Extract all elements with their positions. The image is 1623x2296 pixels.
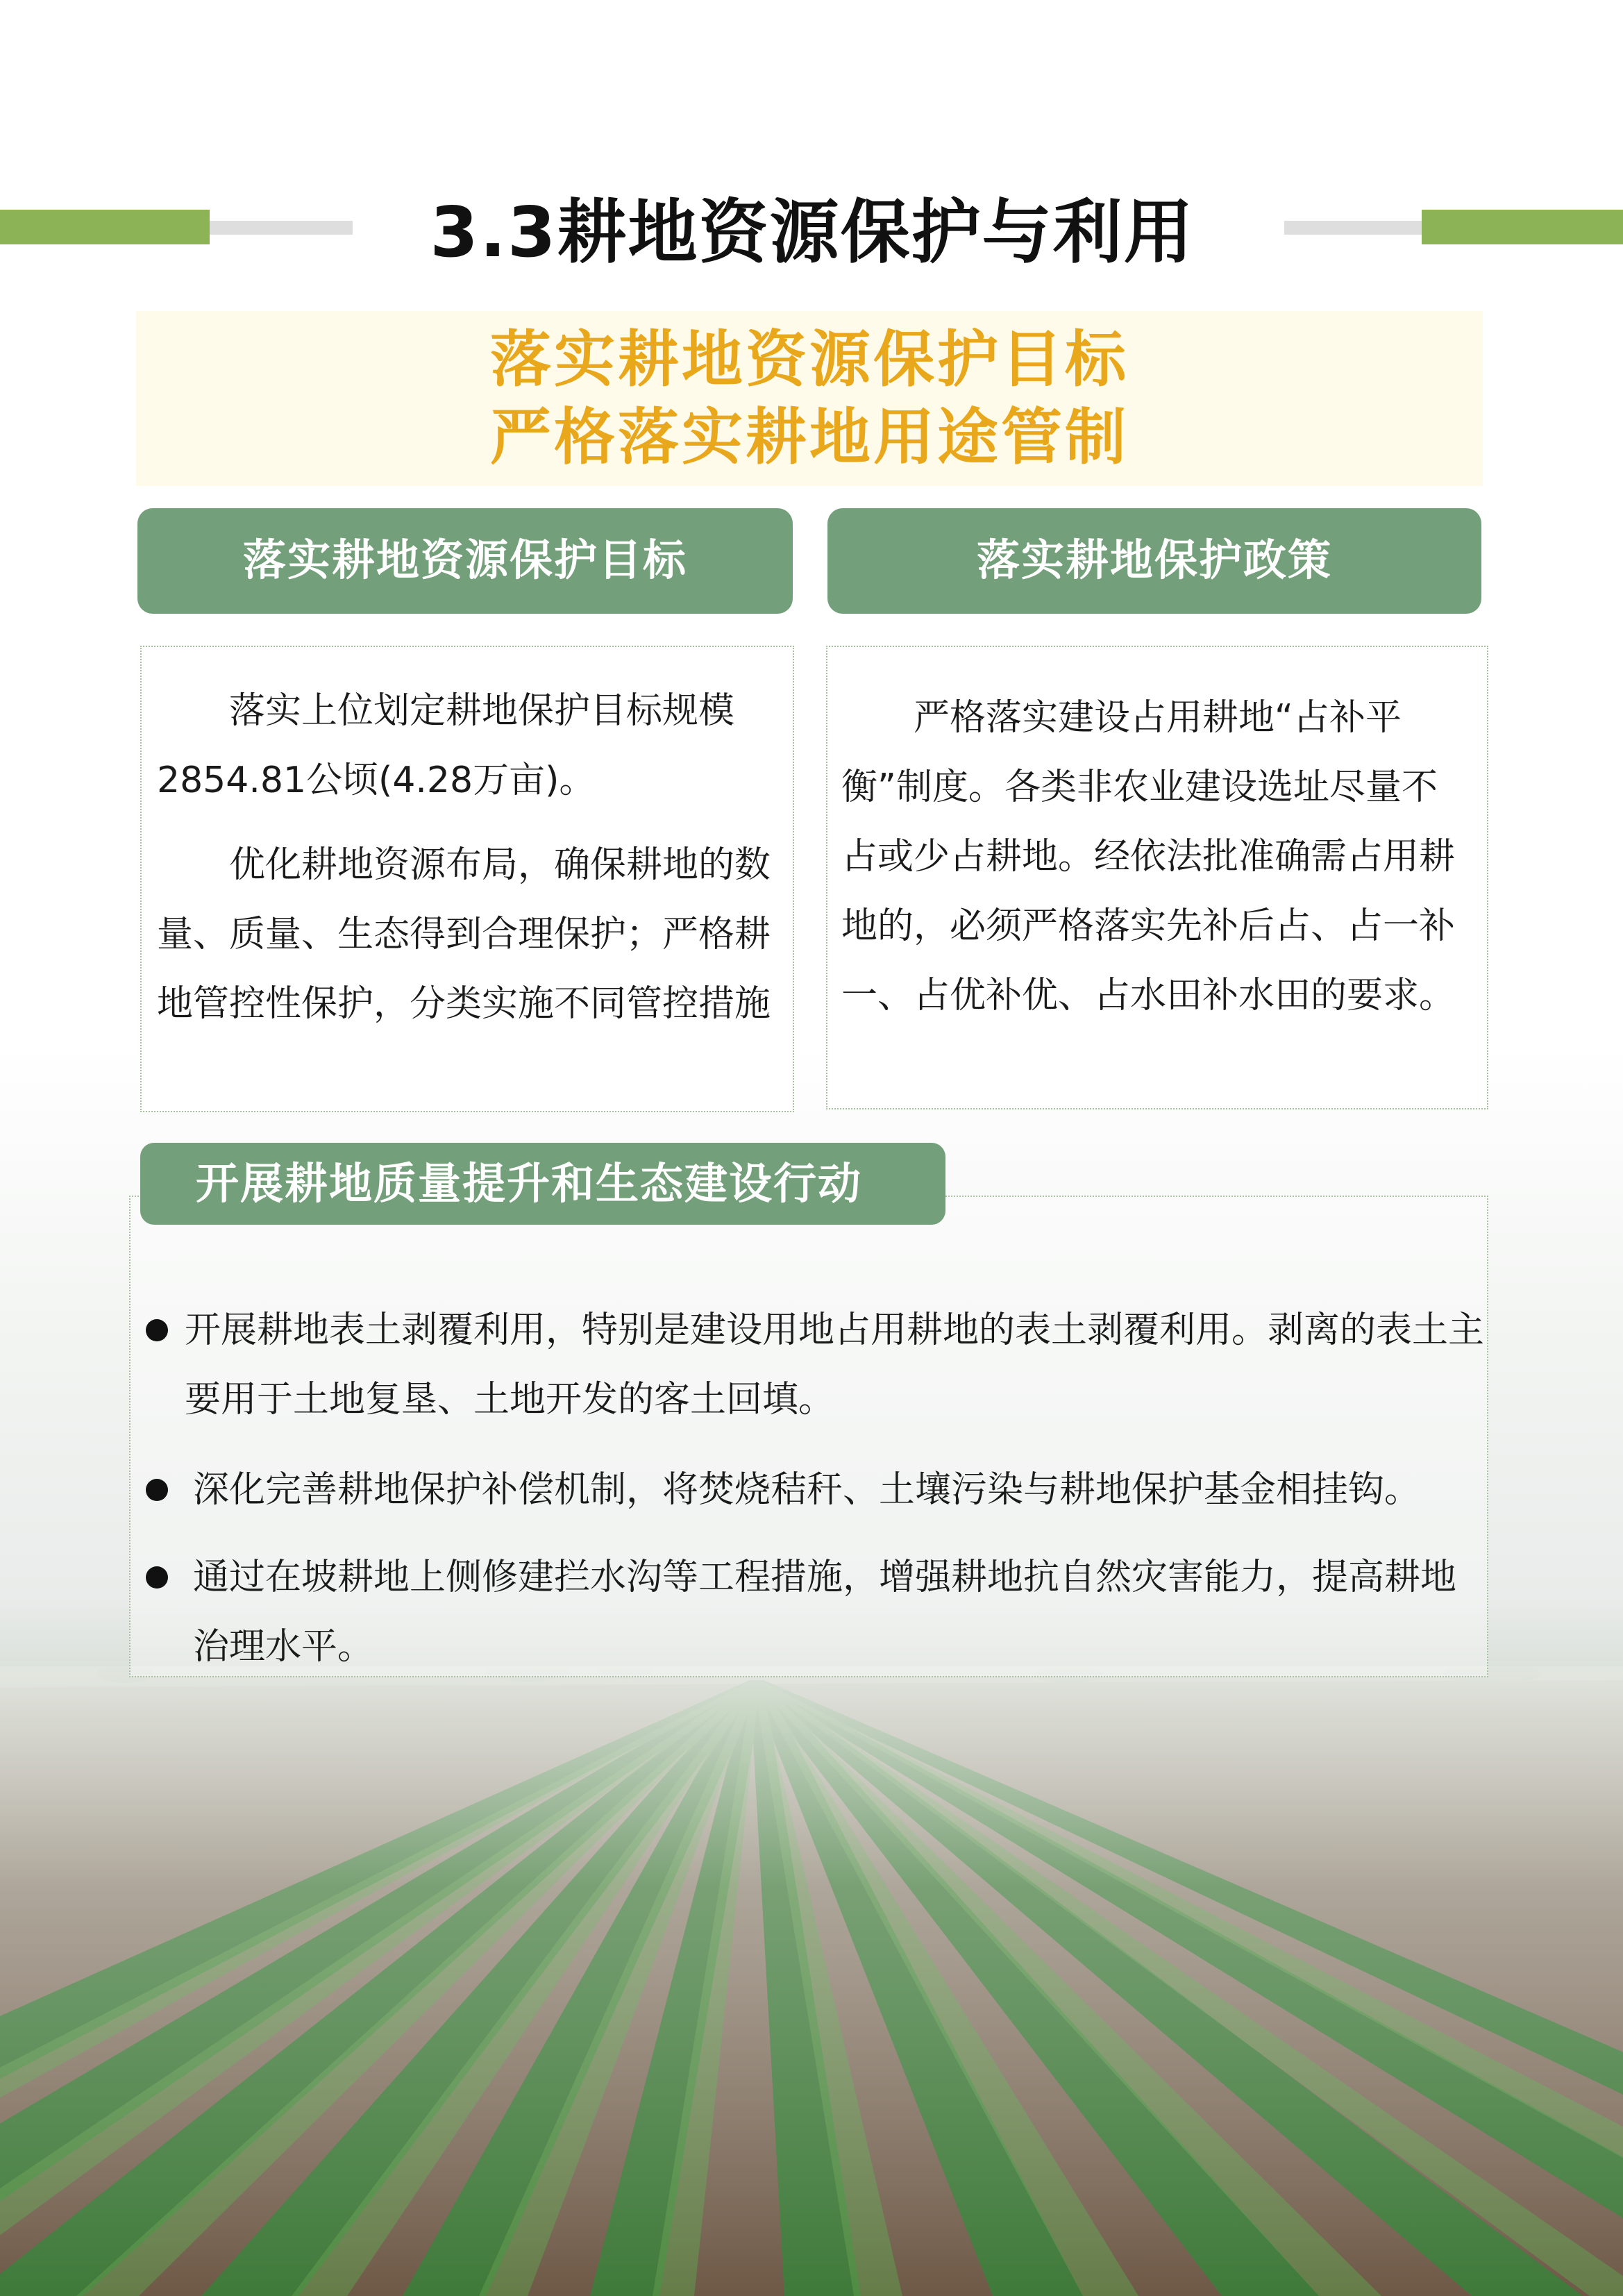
list-item (143, 1543, 1490, 1682)
left-card-heading: 落实耕地资源保护目标 (137, 508, 793, 614)
left-card-paragraph-2: 优化耕地资源布局，确保耕地的数量、质量、生态得到合理保护；严格耕地管控性保护，分类实施不同管控措施 (157, 844, 771, 1025)
list-item-text: 开展耕地表土剥覆利用，特别是建设用地占用耕地的表土剥覆利用。剥离的表土主要用于土地复垦、土地开发的客土回填。 (185, 1309, 1485, 1421)
action-section-heading: 开展耕地质量提升和生态建设行动 (140, 1143, 945, 1225)
bullet-dot-icon (146, 1319, 168, 1341)
bullet-dot-icon (146, 1479, 168, 1501)
highlight-banner (136, 311, 1483, 486)
banner-line-1: 落实耕地资源保护目标 (489, 324, 1129, 395)
bullet-dot-icon (146, 1566, 168, 1589)
list-item-text: 深化完善耕地保护补偿机制，将焚烧秸秆、土壤污染与耕地保护基金相挂钩。 (193, 1469, 1421, 1511)
list-item-text: 通过在坡耕地上侧修建拦水沟等工程措施，增强耕地抗自然灾害能力，提高耕地治理水平。 (193, 1557, 1457, 1668)
farmland-illustration (0, 1666, 1623, 2296)
banner-line-2: 严格落实耕地用途管制 (489, 401, 1129, 473)
list-item (143, 1455, 1490, 1525)
header-accent-left (0, 210, 210, 244)
left-card-paragraph-1: 落实上位划定耕地保护目标规模2854.81公顷(4.28万亩)。 (157, 690, 735, 801)
header-rule-left (210, 221, 353, 235)
page-title: 3.3耕地资源保护与利用 (430, 192, 1195, 273)
farmland-photo (0, 1666, 1623, 2296)
right-card-paragraph: 严格落实建设占用耕地“占补平衡”制度。各类非农业建设选址尽量不占或少占耕地。经依法批准确需占用耕地的，必须严格落实先补后占、占一补一、占优补优、占水田补水田的要求。 (841, 697, 1456, 1016)
right-card-heading: 落实耕地保护政策 (827, 508, 1481, 614)
left-card-body (140, 646, 794, 1112)
right-card-body (826, 646, 1488, 1109)
header-rule-right (1284, 221, 1423, 235)
list-item (143, 1296, 1490, 1434)
header-accent-right (1422, 210, 1623, 244)
